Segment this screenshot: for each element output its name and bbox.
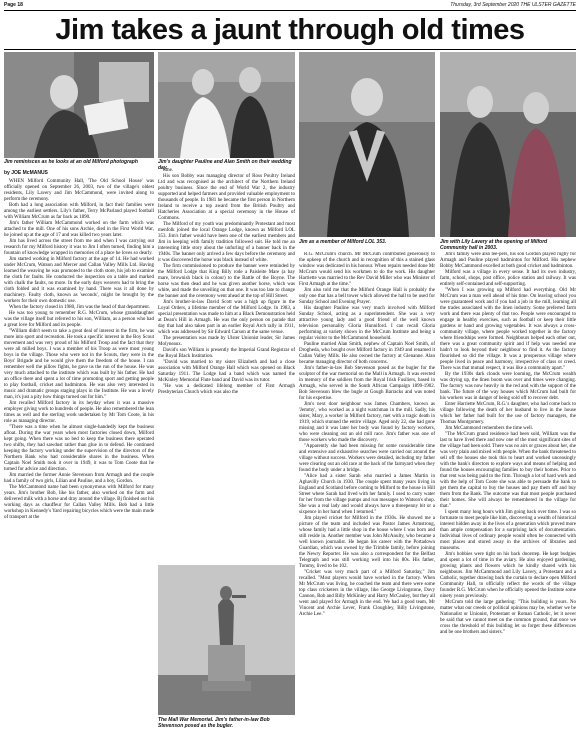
paragraph: The presentation was made by Ulster Unionist leader, Sir James Molyneaux.: [158, 336, 295, 347]
photo-hall-opening-image: [440, 52, 576, 237]
photo-jim-reminisces: [4, 52, 154, 158]
photo-war-memorial-image: [158, 565, 295, 715]
paragraph: WHEN Milford Community Hall, 'The Old School House' was officially opened on September 26, 2003, two of the village's oldest residents, Lily Lavery and Jim McCammond, were invited along to perform the ceremony.: [4, 179, 154, 202]
paragraph: His son Bobby was managing director of Ross Poultry Ireland Ltd and was recognised as the architect of the Northern Ireland poultry business. Since the end of World War 2, the industry supported and helped farmers and provided valuable employment to thousands of people. In 1981 he became the first person in Northern Ireland to receive a top award from the British Poultry and Hatcheries Association at a special ceremony in the House of Commons.: [158, 174, 295, 221]
headline-rule: [4, 49, 576, 50]
paragraph: Jim started working in Milford factory at the age of 14. He had worked under McCrum, Watson and Mercer and Callan Valley Mills Ltd. Having learned the weaving he was promoted to the cloth store, his job to examine the cloth for faults. He conducted the inspection on a table and marked with chalk the faults, no more. In the early days weavers had to bring the cloth folded and it was examined by hand. There was it all done by machinery. Faulty cloth, known as 'seconds', might be brought by the workers for their own domestic use.: [4, 257, 154, 304]
paragraph: Jim's hobbies were tight on his back doorstep. He kept budgies and spent a lot of time in the aviary. He also enjoyed gardening, growing plants and flowers which he kindly shared with his neighbours. Jim McCammond and Lily Lavery, a Protestant and a Catholic, together drawing back the curtain to declare open Milford Community Hall, to officially reflect the words of the village founder R.G. McCrum when he officially opened the Institute some ninety years previously.: [440, 552, 576, 599]
caption-photo5: The Mall War Memorial. Jim's father-in-law Bob Stevenson posed as the bugler.: [158, 717, 270, 729]
paragraph: He was too young to remember R.G. McCrum, whose granddaughter was the village itself but referred to his son, William, as a person who had a great love for Milford and its people.: [4, 311, 154, 328]
paragraph: Enter Harriette McCrum, R.G.'s daughter, who had come back to village following the death of her husband to live in the house which her father had built for the use of factory managers, the Thomas Montgomery.: [440, 402, 576, 425]
paragraph: "The McCrum grand residence had been sold, William was the last to have lived there and now one of the most significant sites of the village had been sold. There was no airs or graces about her, she was very plain and mixed with people. When the bank threatened to sell off the houses she took this to heart and worked unceasingly with the bank's directors to explore ways and means of helping and found the houses encouraging families to buy their homes. Prior to that rent was being paid to the firm. Through a lot of hard work and with the help of Tom Coote she was able to persuade the bank to get them the capital to buy the houses and pay them off and buy them from the Bank. The outcome was that most people purchased their homes. She will always be remembered in the village for that.": [440, 432, 576, 509]
byline: by JOE McMANUS: [4, 170, 48, 176]
caption-photo4: Jim with Lily Lavery at the opening of Milford Community hall in 2003.: [440, 239, 548, 251]
article-column-4: [440, 252, 576, 734]
caption-photo2: Jim's daughter Pauline and Alan Smith on their wedding day.: [158, 159, 292, 171]
photo-wedding: [158, 52, 295, 158]
paragraph: "Apparently she had been missing for some considerable time and extensive and exhaustive searches were carried out around the village without success. Workers were detailed, including my father were clearing out an old race at the back of the farmyard when they found the body under a bridge.: [299, 444, 435, 473]
issue-date-line: Thursday, 3rd September 2020 THE ULSTER GAZETTE: [450, 2, 576, 8]
paragraph: Milford was a village in every sense. It had its own industry, farm, school, shops, post office, police station and railway. It was entirely self-contained and self-supporting.: [440, 270, 576, 287]
paragraph: When the factory closed in 1980, Jim was the head of that department.: [9, 305, 151, 310]
paragraph: Jim recalled Milford factory in its heyday when it was a massive employer giving work to hundreds of people. He also remembered the lean times as well and the sterling work undertaken by Mr Tom Coote, in his role as managing director.: [4, 401, 154, 424]
headline: Jim takes a jaunt through old times: [55, 14, 525, 46]
caption-photo3: Jim as a member of Milford LOL 353.: [299, 239, 387, 245]
paragraph: By the 1930s dark clouds were looming, the McCrum wealth was drying up, the linen boom was over and times were changing. The factory was now heavily in the red and with the support of the bank. The future of the way houses which McCrum had built for his workers was in danger of being sold off to recover debt.: [440, 372, 576, 401]
paragraph: Both had a long association with Milford, in fact their families were among the earliest settlers. Lily's father, Terry McParland played football with William McCrum as far back as 1890.: [4, 203, 154, 220]
photo-wedding-image: [158, 52, 295, 158]
paragraph: "David was married to my sister Elizabeth and had a close association with Milford Orange Hall which was opened on Black Saturday 1911. The Lodge had a band which was named the McKinley Memorial Flute band and David was its tutor.: [158, 360, 295, 383]
page-number: Page 18: [4, 2, 23, 8]
paragraph: Pauline married Alan Smith, nephew of Captain Noel Smith, of Drogheda, who bought over Milford factory in 1949 and renamed it Callan Valley Mills. He also owned the factory at Glenanne. Alan became managing director of both concerns.: [299, 342, 435, 365]
paragraph: "Cricket was very much part of a Milford Saturday," Jim recalled. "Most players would have worked in the factory. When Mr McCrum was living, he coached the team and there were some top class cricketers in the village, like George Livingstone, Davy Cannon, Bob and Billy McKinley and Harry McCauley, but they all went and played for Armagh in the end. We had a good team, Mr Vincent and Archie Lever, Frank Cloughley, Billy Livingstone, Archie Lee.": [299, 570, 435, 617]
paragraph: Jim's next door neighbour was James Chambers, known as 'Jemmy', who worked as a night watchman in the mill. Sadly, his sister, Mary, a worker in Milford factory, met with a tragic death in 1919, which stunned the entire village. Aged only 22, she had gone missing and it was later her body was found by factory workers, who were cleaning out an old mill race. Jim's father was one of those workers who made the discovery.: [299, 402, 435, 443]
paragraph: The McCammond name had been synonymous with Milford for many years. Jim's brother Bob, like his father, also worked on the farm and delivered milk with a horse and dray around the village. Bj finished out his working days as chauffeur for Callan Valley Mills. Bob had a little workshop in Kennedy's Yard repairing bicycles which were the main mode of transport at the: [4, 485, 154, 520]
paragraph: Jim's father William McCammond worked on the farm which was attached to the mill. One of his sons Archie, died in the First World War, he joined up at the age of 17 and was killed two years later.: [4, 221, 154, 238]
paragraph: Jim has lived across the street from me and when I was carrying out research for my Milford history it was to Jim I often turned, finding him a fountain of knowledge wrapped in memories of a place he loves so dearly.: [4, 239, 154, 256]
photo-hall-opening: [440, 52, 576, 237]
paragraph: Jim played cricket for Milford in the 1930s. He showed me a picture of the team and included was Pastor James Armstrong, whose family had a little shop in the house where I was born and still reside in. Another member was John McAnulty, who became a well known journalist. He began his career with the Portadown Guardian, which was owned by the Trimble family, before joining the Newry Reporter. He was also a correspondent for the Belfast Telegraph and was still working well into his 80s. His father, Tommy, lived to be 102.: [299, 516, 435, 569]
paragraph: Jim also told me that the Milford Orange Hall is probably the only one that has a bell tower which allowed the hall to be used for Sunday School and Evening Prayer.: [299, 288, 435, 305]
paragraph: R.G. McCrum's church. Mr McCrum contributed generously to the upkeep of the church and in recognition of this a stained glass window was dedicated in his honour. When repairs needed done Mr McCrum would send his workmen to do the work. His daughter Harriette was married to the Rev David Miller who was Minister of First Armagh at the time.": [299, 252, 435, 287]
paragraph: David's son William is presently the Imperial Grand Registrar of the Royal Black Institution.: [158, 348, 295, 359]
paragraph: time.: [163, 168, 174, 173]
paragraph: "When I was growing up Milford had everything. Old Mr McCrum was a man well ahead of his time. On leaving school you were guaranteed work and if you had a job in the mill, learning all the trades associated with the linen industry. Some preferred farm work and there was plenty of that too. People were encouraged to engage in healthy exercises, such as football or keep their little gardens or hand and growing vegetables. It was always a cross-community village, where people worked together in the factory where friendships were formed. Neighbours helped each other out, there was a great community spirit and if help was needed one hadn't to look beyond their neighbour to find it. As the factory flourished so did the village. It was a prosperous village where people lived in peace and harmony, irrespective of class or creed. There was that mutual respect, it was like a community apart.": [440, 288, 576, 371]
paragraph: "There was a time when he almost single-handedly kept the business afloat. During the war years when most factories closed down, Milford kept going. When there was no bed to keep the business there operated two shifts, they had sawdust rather than glue in to defend. He continued keeping the factory working under the supervision of the directors of the Northern Bank who had considerable shares in the business. When Captain Noel Smith took it over in 1949, it was to Tom Coote that he turned for advice and direction.: [4, 425, 154, 472]
paragraph: The firm commissioned to produce the banner were reminded by the Milford Lodge that King Billy rode a Paisleite Mare (a bay mare, brownish black in colour) to the Battle of the Boyne. The horse was then dead and he was given another horse, which was white, and made the unveiling on that one. It was too late to change the banner and the ceremony went ahead at the top of Hill Street.: [158, 264, 295, 299]
paragraph: Jim's brother-in-law David Scott was a high up figure in the Loyal Orders, a lifetime member of the Milford Lodge. In 1983, a special presentation was made to him at a Black Demonstration held at Dean's Hill in Armagh. He was the only person on parade that day that had also taken part in an earlier Royal Arch rally in 1911, which was addressed by Sir Edward Carson at the same venue.: [158, 300, 295, 335]
page-header: [0, 0, 580, 10]
paragraph: Jim married the former Annie Stevenson from Armagh and the couple had a family of two girls, Lilian and Pauline, and a boy, Gordon.: [4, 473, 154, 484]
paragraph: Jim's father-in-law Bob Stevenson posed as the bugler for the sculptor of the war memorial on the Mall in Armagh. It was erected in memory of the soldiers from the Royal Irish Fusiliers, based in Armagh, who served in the South African Campaign 1899-1902. Bob Stevenson blew the bugle at Gough Barracks and was noted for his expertise.: [299, 366, 435, 401]
paragraph: I spent many long hours with Jim going back over time. I was so fortunate to meet people like him, discovering a wealth of historical interest hidden away in the lives of a generation which proved more than ample compensation for a surprising lack of documentation. Individual lives of ordinary people would often be connected with most places and stored away in the archives of libraries and museums.: [440, 510, 576, 551]
photo-lodge-member: [299, 52, 435, 237]
paragraph: McCrum told the large gathering: "This building is yours. No matter what our creeds or political opinions may be, whether we be Nationalist or Unionist, Protestant or Roman Catholic, let it never be said that we cannot meet on the common ground, that once we cross the threshold of this building let us forget these differences and be one brothers and sisters.": [440, 600, 576, 635]
photo-war-memorial: [158, 565, 295, 715]
paragraph: Jim McCammond remembers the time well.: [445, 426, 534, 431]
article-column-3: [299, 252, 435, 734]
paragraph: "He was a dedicated lifelong member of First Armagh Presbyterian Church which was also the: [158, 384, 295, 395]
paragraph: "Alice had a sister Sarah who married a James Martin in Aghavilly Church in 1930. The couple spent many years living in England and Scotland before coming to Milford to the house in Hill Street where Sarah had lived with her family. I used to carry water for her from the village pumps and run messages to Watson's shop. She was a real lady and would always have a threepenny bit or a sixpence in her hand when I returned.": [299, 474, 435, 515]
article-column-1: [4, 168, 154, 734]
article-column-2: [158, 168, 295, 561]
paragraph: His daughter Pauline was very much involved with Milford Sunday School, acting as a superintendent. She was a very attractive young lady and a good friend of the well known television personality Gloria Hunniford. I can recall Gloria performing at variety shows in the McCrum Institute and being a regular visitor to the McCammond household.: [299, 306, 435, 341]
caption-photo1: Jim reminisces as he looks at an old Milford photograph: [4, 159, 138, 165]
photo-jim-reminisces-image: [4, 52, 154, 158]
photo-lodge-member-image: [299, 52, 435, 237]
paragraph: "William didn't seem to take a great deal of interest in the firm, he was more into sport and recreation. He took a specific interest in the Boy Scout movement and was very proud of his Milford Troop and the fact that they were all milled boys. I was a member of his Troop as were most young boys in the village. Those who were not in the Scouts, they were in the Boys' Brigade and he would give them the freedom of the house. I can remember well the pillow fights, he gave us the run of the house. He was very much attached to the institute which was built by his father. He had an office there and spent a lot of time promoting sport and getting people to play football, cricket and badminton. He was also very interested in music and dramatic groups staging plays in the Institute. He was a lovely man, it's just a pity how things turned out for him.": [4, 329, 154, 400]
paragraph: Jim's family were also tee-pers, his son Gordon played rugby for Armagh and Pauline played badminton for Milford. His nephew Bobby McCammond excelled at both good cricket and badminton.: [440, 252, 576, 269]
paragraph: The Milford of my youth was predominantly Protestant and most menfolk joined the local Orange Lodge, known as Milford LOL 353. Jim's father would have been one of the earliest members and Jim in keeping with family tradition followed suit. He told me an interesting little story about the unfurling of a banner back in the 1940s. The banner only arrived a few days before the ceremony and it was discovered the horse was black instead of white.: [158, 222, 295, 263]
